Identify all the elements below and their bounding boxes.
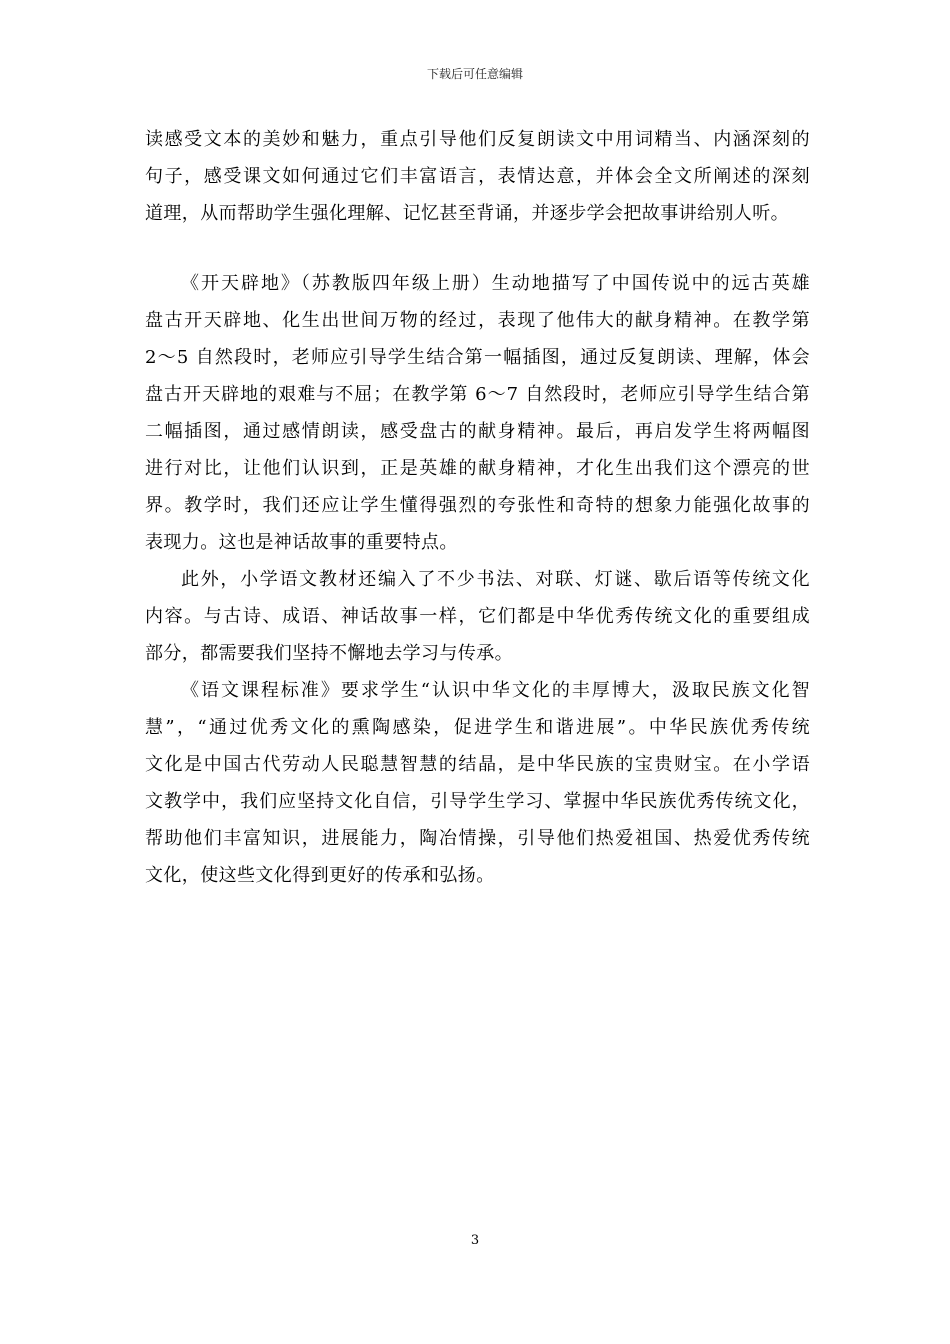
text-line: 二幅插图，通过感情朗读，感受盘古的献身精神。最后，再启发学生将两幅图 bbox=[145, 421, 810, 442]
text-line: 内容。与古诗、成语、神话故事一样，它们都是中华优秀传统文化的重要组成 bbox=[145, 606, 810, 627]
document-body bbox=[145, 121, 810, 894]
text-line: 界。教学时，我们还应让学生懂得强烈的夸张性和奇特的想象力能强化故事的 bbox=[145, 495, 810, 516]
page-number: 3 bbox=[470, 1233, 480, 1248]
text-line: 进行对比，让他们认识到，正是英雄的献身精神，才化生出我们这个漂亮的世 bbox=[145, 458, 810, 479]
text-line: 文化，使这些文化得到更好的传承和弘扬。 bbox=[145, 865, 495, 886]
text-line: 2～5 自然段时，老师应引导学生结合第一幅插图，通过反复朗读、理解，体会 bbox=[145, 347, 810, 368]
text-line: 句子，感受课文如何通过它们丰富语言，表情达意，并体会全文所阐述的深刻 bbox=[145, 166, 810, 187]
text-line: 此外，小学语文教材还编入了不少书法、对联、灯谜、歇后语等传统文化 bbox=[181, 569, 810, 590]
text-line: 读感受文本的美妙和魅力，重点引导他们反复朗读文中用词精当、内涵深刻的 bbox=[145, 129, 810, 150]
text-line: 《语文课程标准》要求学生“认识中华文化的丰厚博大，汲取民族文化智 bbox=[181, 680, 810, 701]
text-line: 部分，都需要我们坚持不懈地去学习与传承。 bbox=[145, 643, 513, 664]
text-line: 表现力。这也是神话故事的重要特点。 bbox=[145, 532, 458, 553]
text-line: 《开天辟地》（苏教版四年级上册）生动地描写了中国传说中的远古英雄 bbox=[181, 273, 810, 294]
paragraph-traditional-culture bbox=[145, 561, 810, 672]
paragraph-curriculum-standard bbox=[145, 672, 810, 894]
text-line: 文化是中国古代劳动人民聪慧智慧的结晶，是中华民族的宝贵财宝。在小学语 bbox=[145, 754, 810, 775]
paragraph-continuation bbox=[145, 121, 810, 232]
text-line: 盘古开天辟地、化生出世间万物的经过，表现了他伟大的献身精神。在教学第 bbox=[145, 310, 810, 331]
paragraph-kaitian-pidi bbox=[145, 265, 810, 561]
text-line: 慧”，“通过优秀文化的熏陶感染，促进学生和谐进展”。中华民族优秀传统 bbox=[145, 717, 810, 738]
text-line: 帮助他们丰富知识，进展能力，陶冶情操，引导他们热爱祖国、热爱优秀传统 bbox=[145, 828, 810, 849]
text-line: 盘古开天辟地的艰难与不屈；在教学第 6～7 自然段时，老师应引导学生结合第 bbox=[145, 384, 810, 405]
page-header: 下载后可任意编辑 bbox=[426, 67, 523, 81]
text-line: 文教学中，我们应坚持文化自信，引导学生学习、掌握中华民族优秀传统文化， bbox=[145, 791, 810, 812]
paragraph-gap bbox=[145, 232, 810, 265]
text-line: 道理，从而帮助学生强化理解、记忆甚至背诵，并逐步学会把故事讲给别人听。 bbox=[145, 203, 789, 224]
